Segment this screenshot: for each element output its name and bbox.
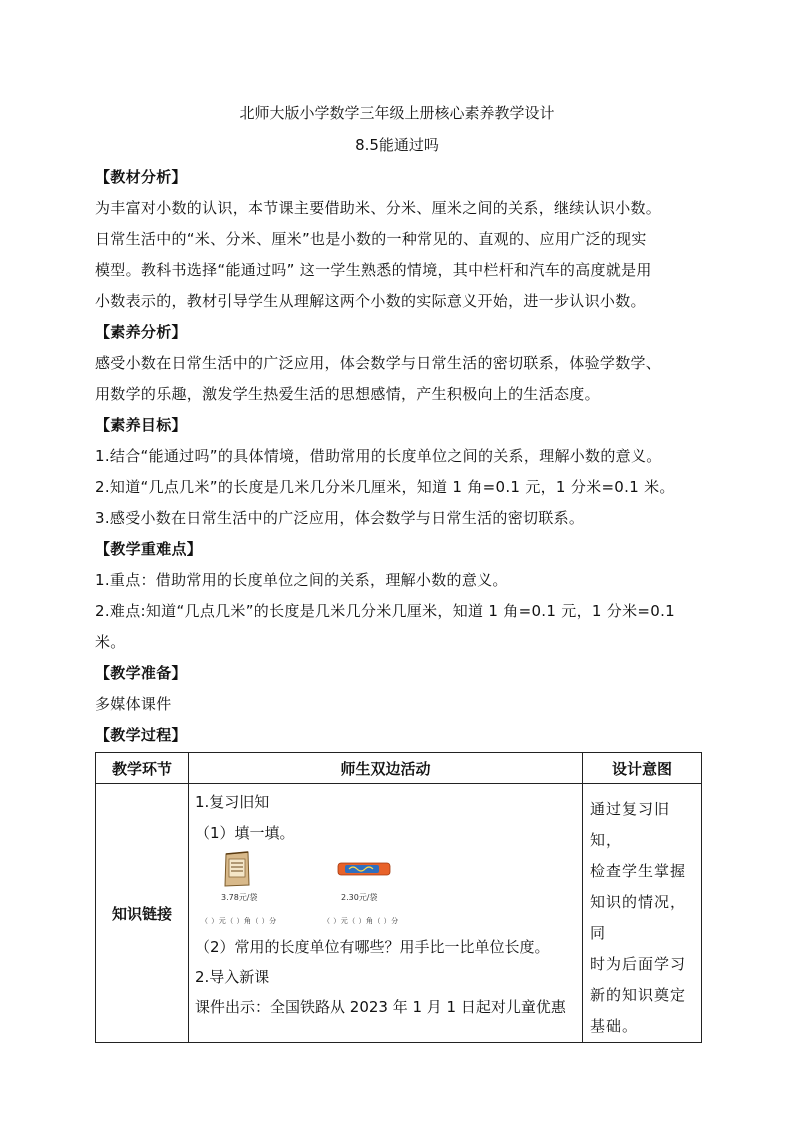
- goals-heading: 【素养目标】: [95, 416, 187, 434]
- header-intent: 设计意图: [583, 753, 702, 784]
- analysis-heading: 【教材分析】: [95, 168, 187, 186]
- intent-cell: [583, 784, 702, 1043]
- goal-item: 3.感受小数在日常生活中的广泛应用，体会数学与日常生活的密切联系。: [95, 509, 585, 527]
- intent-line: 知识的情况，同: [590, 893, 687, 942]
- table-header-row: [96, 753, 702, 784]
- prep-text: 多媒体课件: [95, 695, 172, 713]
- fill-blank-2: （ ）元（ ）角（ ）分: [323, 917, 399, 925]
- goal-item: 1.结合“能通过吗”的具体情境，借助常用的长度单位之间的关系，理解小数的意义。: [95, 447, 662, 465]
- process-heading: 【教学过程】: [95, 726, 187, 744]
- activity-line: （2）常用的长度单位有哪些？用手比一比单位长度。: [195, 938, 550, 956]
- header-activity: 师生双边活动: [189, 753, 583, 784]
- literacy-heading: 【素养分析】: [95, 323, 187, 341]
- candy-bar-icon: [337, 860, 391, 878]
- intent-line: 时为后面学习: [590, 955, 687, 973]
- literacy-line: 用数学的乐趣，激发学生热爱生活的思想感情，产生积极向上的生活态度。: [95, 385, 600, 403]
- literacy-line: 感受小数在日常生活中的广泛应用，体会数学与日常生活的密切联系，体验学数学、: [95, 354, 662, 372]
- fill-blank-1: （ ）元（ ）角（ ）分: [201, 917, 277, 925]
- analysis-line: 日常生活中的“米、分米、厘米”也是小数的一种常见的、直观的、应用广泛的现实: [95, 230, 647, 248]
- keypoint-item: 米。: [95, 633, 126, 651]
- activity-line: 1.复习旧知: [195, 793, 270, 811]
- doc-title: 北师大版小学数学三年级上册核心素养教学设计: [239, 104, 555, 122]
- activity-line: 课件出示：全国铁路从 2023 年 1 月 1 日起对儿童优惠: [195, 998, 566, 1016]
- keypoints-heading: 【教学重难点】: [95, 540, 203, 558]
- intent-line: 基础。: [590, 1017, 639, 1035]
- intent-line: 新的知识奠定: [590, 986, 687, 1004]
- snack-bag-icon: [223, 850, 251, 888]
- activity-line: （1）填一填。: [195, 824, 295, 842]
- table-row: [96, 784, 702, 1043]
- intent-line: 检查学生掌握: [590, 862, 687, 880]
- price-label-1: 3.78元/袋: [221, 893, 258, 902]
- process-table: [95, 752, 702, 1043]
- intent-line: 通过复习旧知，: [590, 800, 671, 849]
- doc-subtitle: 8.5能通过吗: [355, 136, 439, 154]
- prep-heading: 【教学准备】: [95, 664, 187, 682]
- stage-cell: 知识链接: [96, 784, 189, 1043]
- price-label-2: 2.30元/袋: [341, 893, 378, 902]
- keypoint-item: 2.难点:知道“几点几米”的长度是几米几分米几厘米，知道 1 角=0.1 元，1 分米=0.1: [95, 602, 676, 620]
- analysis-line: 小数表示的，教材引导学生从理解这两个小数的实际意义开始，进一步认识小数。: [95, 292, 646, 310]
- activity-cell: [189, 784, 583, 1043]
- keypoint-item: 1.重点：借助常用的长度单位之间的关系，理解小数的意义。: [95, 571, 508, 589]
- analysis-line: 为丰富对小数的认识，本节课主要借助米、分米、厘米之间的关系，继续认识小数。: [95, 199, 662, 217]
- header-stage: 教学环节: [96, 753, 189, 784]
- analysis-line: 模型。教科书选择“能通过吗” 这一学生熟悉的情境，其中栏杆和汽车的高度就是用: [95, 261, 652, 279]
- goal-item: 2.知道“几点几米”的长度是几米几分米几厘米，知道 1 角=0.1 元，1 分米=0.1 米。: [95, 478, 675, 496]
- activity-line: 2.导入新课: [195, 968, 270, 986]
